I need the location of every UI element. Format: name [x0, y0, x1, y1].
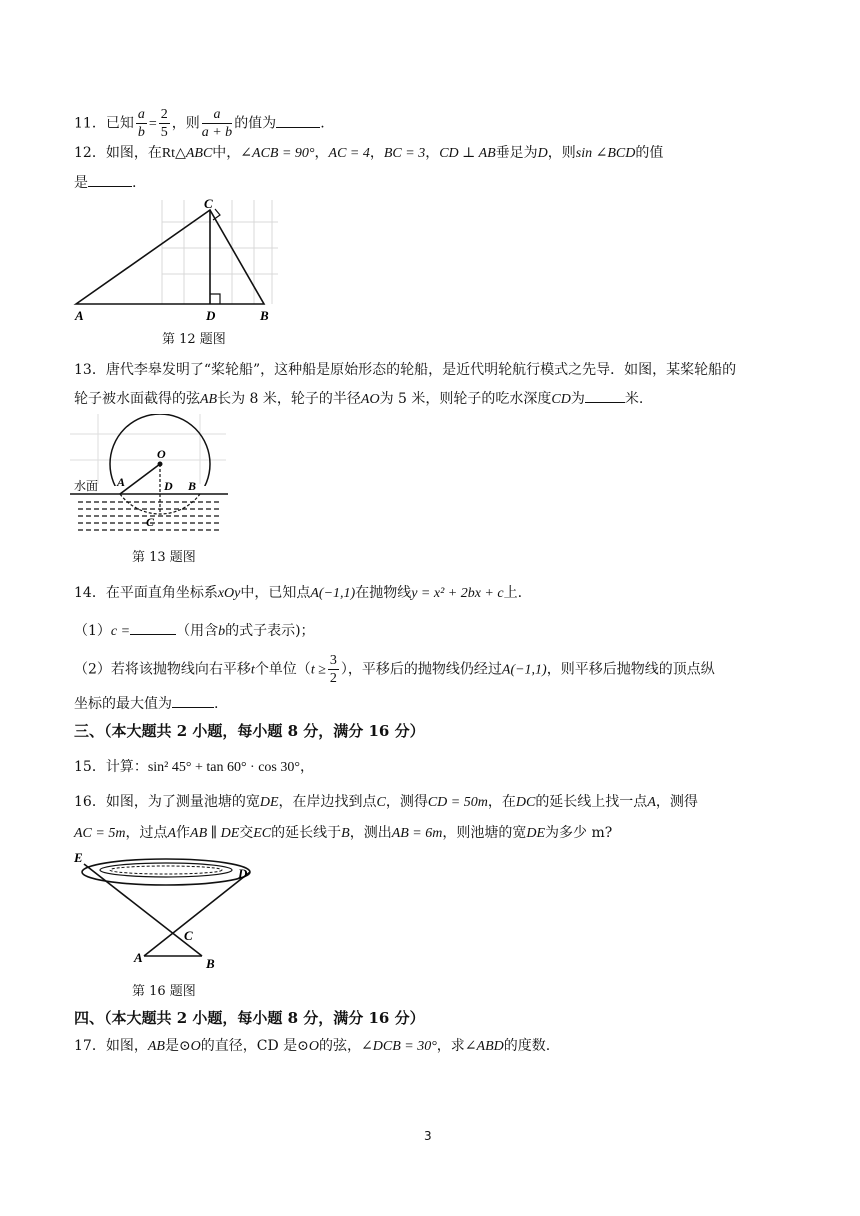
coord-system: xOy — [217, 586, 241, 601]
point-a: A — [647, 795, 656, 810]
question-16 — [74, 792, 698, 813]
parabola-eq: y = x² + 2bx + c — [411, 586, 504, 601]
rt-symbol: Rt — [161, 146, 176, 161]
label-a: A — [75, 308, 84, 323]
section-4-heading: 四、（本大题共 2 小题，每小题 8 分，满分 16 分） — [74, 1009, 425, 1027]
q17-text: ，求 — [436, 1038, 465, 1054]
frac-num: 2 — [160, 107, 168, 122]
q15-expression: sin² 45° + tan 60° · cos 30° — [147, 760, 300, 775]
answer-blank — [130, 620, 176, 635]
label-c: C — [184, 928, 193, 943]
q16-text: ，过点 — [125, 825, 168, 841]
question-13-line2 — [74, 388, 643, 410]
triangles — [84, 864, 250, 956]
q14-text: 14．在平面直角坐标系 — [74, 585, 218, 601]
label-o: O — [157, 447, 166, 461]
page-number: 3 — [424, 1129, 432, 1143]
label-a: A — [117, 475, 126, 489]
q14-end: . — [214, 696, 219, 712]
q16-text: 的延长线于 — [271, 825, 342, 841]
figure-13-caption: 第 13 题图 — [132, 550, 196, 565]
diameter-ab: AB — [147, 1039, 165, 1054]
label-e: E — [74, 850, 83, 865]
cd-perp-ab: CD ⊥ AB — [439, 146, 496, 161]
label-c: C — [204, 196, 213, 211]
figure-16 — [72, 848, 262, 972]
figure-12-caption: 第 12 题图 — [162, 332, 226, 347]
frac-num: a — [137, 107, 145, 122]
q14-text: （用含 — [176, 623, 219, 639]
q17-text: 17．如图， — [74, 1038, 148, 1054]
question-14-line3 — [74, 693, 218, 714]
q16-text: 交 — [239, 825, 254, 841]
q12-text: 垂足为 — [495, 145, 538, 161]
q13-text: 为 — [570, 391, 585, 407]
q16-text: 16．如图，为了测量池塘的宽 — [74, 794, 260, 810]
q14-text: ），平移后的抛物线仍经过 — [340, 661, 502, 678]
q17-text: 的度数. — [503, 1038, 551, 1054]
frac-den: 2 — [329, 671, 337, 686]
q13-text: 轮子被水面截得的弦 — [74, 391, 200, 407]
label-b: B — [206, 956, 215, 971]
fraction-a-over-b — [136, 106, 147, 141]
t-condition: t ≥ — [310, 662, 326, 678]
q11-end: . — [320, 115, 325, 132]
q15-text: 15．计算： — [74, 759, 148, 775]
depth-cd: CD — [551, 392, 571, 407]
q12-text: 如图，在 — [105, 145, 162, 161]
circle-o: ⊙O — [297, 1039, 320, 1054]
figure-16-caption: 第 16 题图 — [132, 984, 196, 999]
answer-blank — [276, 113, 320, 128]
ac-length: AC = 4 — [328, 146, 370, 161]
answer-blank — [585, 388, 625, 403]
question-14 — [74, 583, 522, 604]
question-11 — [74, 106, 325, 141]
q11-number: 11． — [74, 115, 106, 132]
var-t: t — [250, 662, 255, 678]
q16-text: 为多少 m? — [545, 825, 613, 841]
point-d: D — [537, 146, 548, 161]
q16-text: 作 — [176, 825, 191, 841]
answer-blank — [88, 172, 132, 187]
q12-text: ，则 — [547, 145, 576, 161]
label-b: B — [260, 308, 269, 323]
question-14-part1 — [74, 620, 315, 642]
q14-text: （2）若将该抛物线向右平移 — [74, 661, 251, 678]
parallel-ab-de: AB ∥ DE — [190, 826, 240, 841]
q11-text: ，则 — [171, 115, 200, 132]
q11-text: 已知 — [105, 115, 134, 132]
point-c: C — [376, 795, 386, 810]
angle-dcb: ∠DCB = 30° — [361, 1039, 437, 1054]
frac-num: a — [202, 106, 232, 124]
water-label: 水面 — [74, 479, 99, 493]
point-a: A — [167, 826, 177, 841]
circle-o: ⊙O — [178, 1039, 201, 1054]
c-expression: c = — [110, 624, 131, 639]
label-a: A — [134, 950, 143, 965]
segment-dc: DC — [515, 795, 536, 810]
fraction-2-over-5 — [159, 106, 170, 141]
question-12-line2 — [74, 172, 136, 193]
q14-text: 坐标的最大值为 — [74, 696, 172, 712]
q17-text: 的弦， — [319, 1038, 362, 1054]
sin-bcd: sin ∠BCD — [575, 146, 636, 161]
angle-acb: ∠ACB = 90° — [240, 146, 315, 161]
q12-end: . — [132, 175, 137, 191]
q15-end: ， — [299, 759, 314, 775]
q12-text: 中， — [212, 145, 241, 161]
q12-text: 的值 — [635, 145, 664, 161]
q11-text: 的值为 — [234, 115, 277, 132]
q14-text: 上. — [503, 585, 523, 601]
q16-text: ，则池塘的宽 — [442, 825, 527, 841]
triangle-symbol: △ — [175, 146, 186, 161]
figure-13 — [70, 414, 228, 542]
q13-text: 米. — [624, 391, 644, 407]
question-16-line2 — [74, 823, 612, 844]
q14-text: 在抛物线 — [355, 585, 412, 601]
fraction-a-over-a-plus-b — [202, 106, 232, 141]
cd-length: CD = 50m — [427, 795, 488, 810]
q17-text: 的直径，CD 是 — [200, 1038, 298, 1054]
label-d: D — [206, 308, 216, 323]
segment-ec: EC — [253, 826, 272, 841]
q14-text: ，则平移后抛物线的顶点纵 — [546, 661, 715, 678]
bc-length: BC = 3 — [383, 146, 426, 161]
label-c: C — [146, 515, 155, 529]
fraction-3-over-2 — [328, 652, 339, 687]
angle-abd: ∠ABD — [464, 1039, 504, 1054]
q16-text: 的延长线上找一点 — [535, 794, 648, 810]
q14-text: 的式子表示)； — [225, 623, 315, 639]
q13-text: 长为 8 米，轮子的半径 — [217, 391, 361, 407]
equals-sign: = — [148, 116, 157, 132]
q16-text: ，在岸边找到点 — [278, 794, 377, 810]
ab-length: AB = 6m — [391, 826, 443, 841]
question-13: 13．唐代李皋发明了“桨轮船”，这种船是原始形态的轮船，是近代明轮航行模式之先导．如图，某桨轮船的 — [74, 362, 737, 378]
q16-text: ，测得 — [385, 794, 428, 810]
point-b: B — [341, 826, 350, 841]
q14-text: 中，已知点 — [240, 585, 311, 601]
label-b: B — [188, 479, 197, 493]
label-d: D — [238, 866, 248, 881]
q12-text: 是 — [74, 175, 88, 191]
question-17 — [74, 1036, 550, 1057]
frac-den: a + b — [201, 125, 233, 140]
q16-text: ，在 — [487, 794, 516, 810]
triangle-abc — [76, 209, 264, 304]
q16-text: ，测得 — [655, 794, 698, 810]
ac-length: AC = 5m — [74, 826, 126, 841]
question-12: 12．如图，在Rt△ABC中，∠ACB = 90°，AC = 4，BC = 3，CD ⊥ AB垂足为D，则sin ∠BCD的值 — [74, 145, 664, 161]
frac-den: b — [137, 125, 145, 140]
answer-blank — [172, 693, 214, 708]
triangle-name: ABC — [185, 146, 213, 161]
q17-text: 是 — [164, 1038, 179, 1054]
frac-den: 5 — [160, 125, 168, 140]
center-dot — [158, 462, 163, 467]
figure-12 — [72, 196, 284, 324]
chord-ab: AB — [200, 392, 218, 407]
frac-num: 3 — [329, 653, 337, 668]
point-a: A(−1,1) — [501, 662, 547, 678]
label-d: D — [164, 479, 173, 493]
q13-text: 为 5 米，则轮子的吃水深度 — [379, 391, 552, 407]
q12-number: 12． — [74, 145, 106, 161]
var-b: b — [218, 624, 226, 639]
segment-de: DE — [259, 795, 279, 810]
point-a: A(−1,1) — [310, 586, 356, 601]
q14-text: （1） — [74, 623, 111, 639]
question-15 — [74, 757, 314, 778]
q16-text: ，测出 — [349, 825, 392, 841]
radius-ao: AO — [360, 392, 380, 407]
segment-de: DE — [526, 826, 546, 841]
q14-text: 个单位（ — [254, 661, 311, 678]
question-14-part2 — [74, 652, 715, 687]
section-3-heading: 三、（本大题共 2 小题，每小题 8 分，满分 16 分） — [74, 722, 425, 740]
